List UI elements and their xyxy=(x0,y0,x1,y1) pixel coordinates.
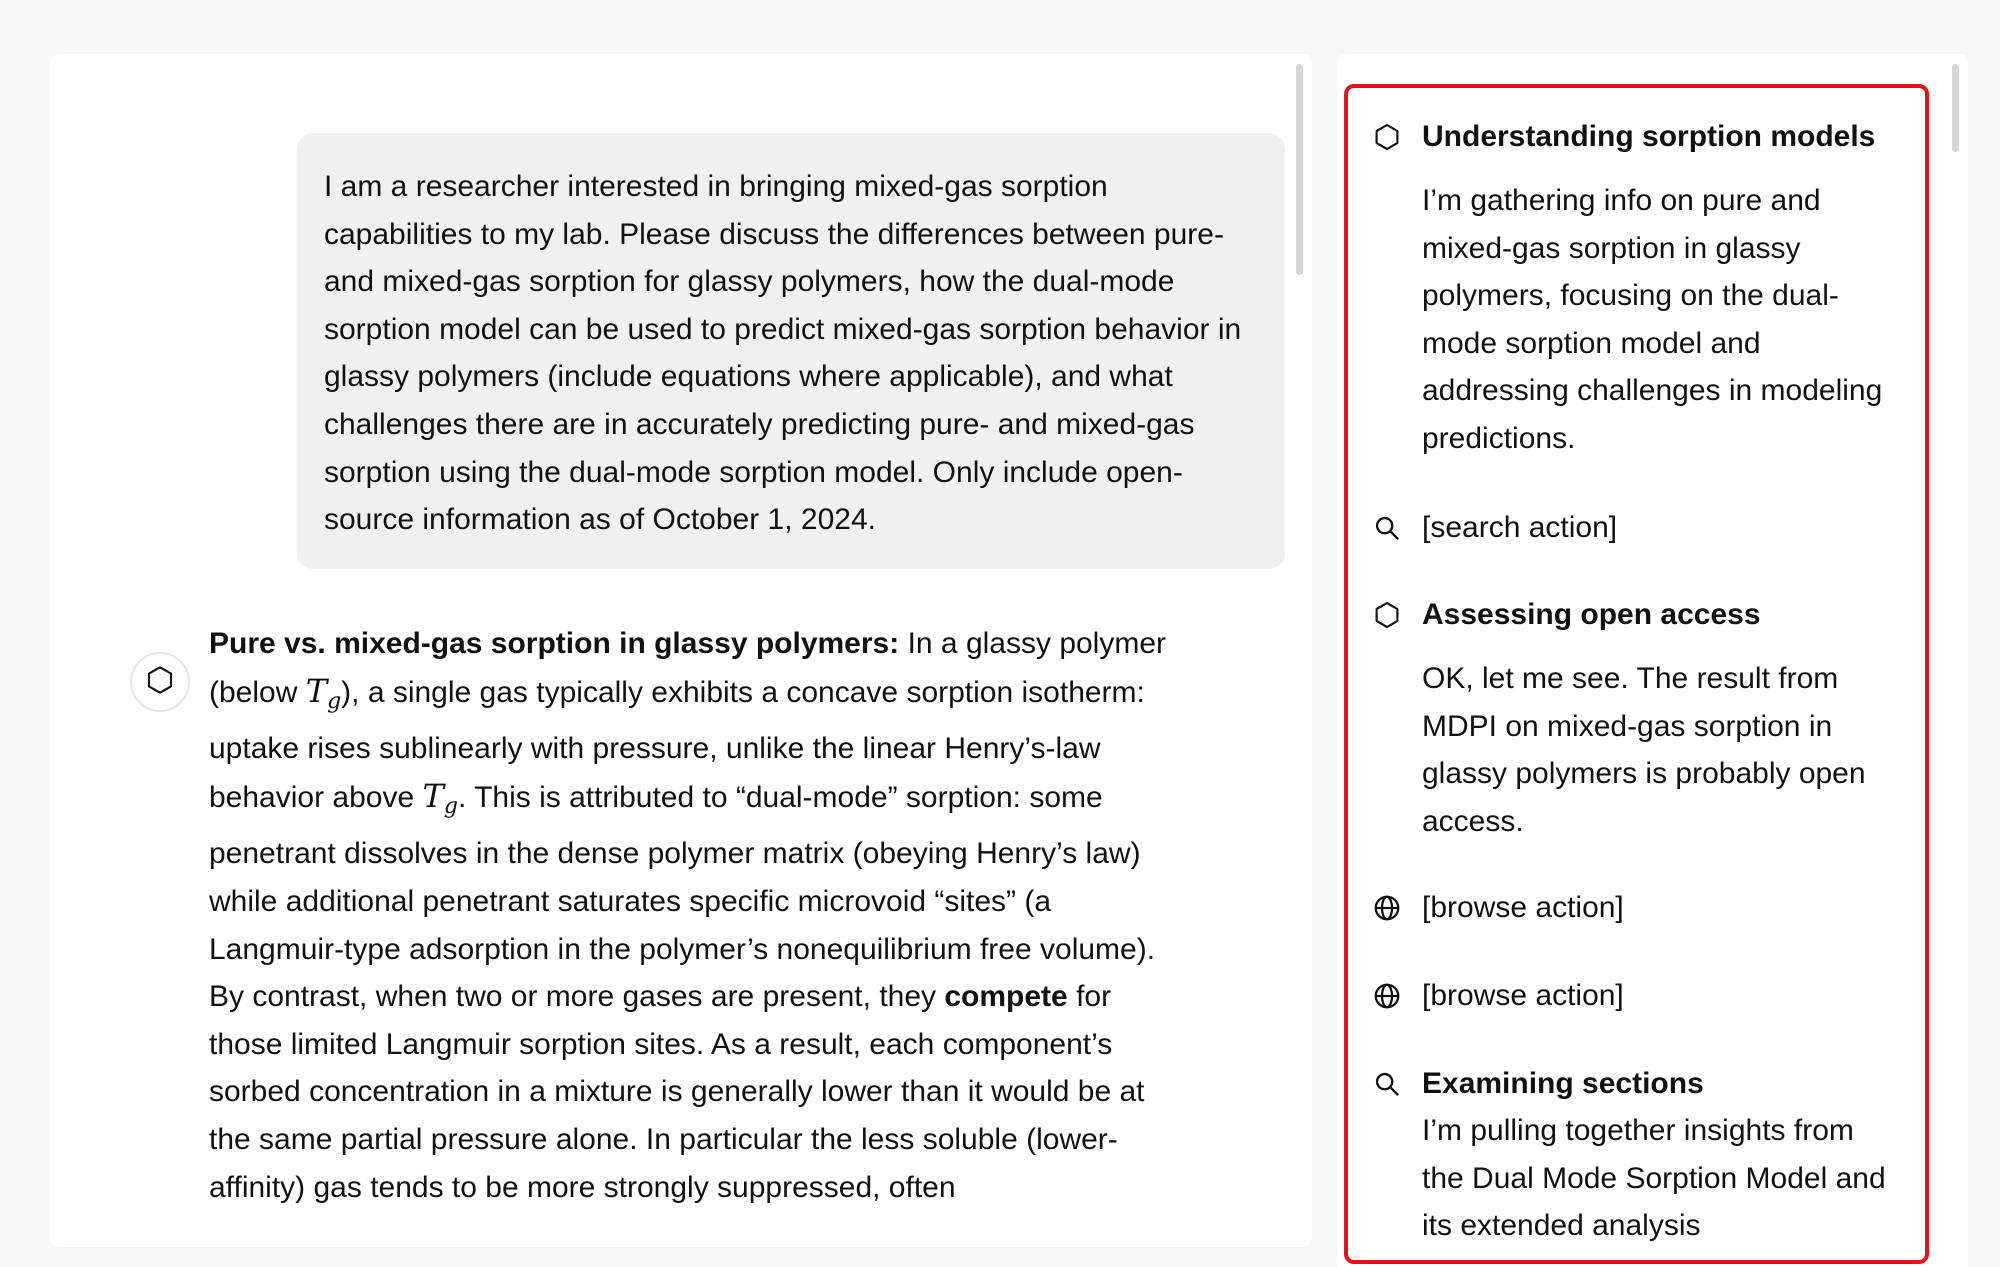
assistant-text-part-4: for those limited Langmuir sorption sites. As a result, each component’s sorbed concentration in a mixture is generally lower than it would be at the same partial pressure alone. In particular the less soluble (lower-affinity) gas tends to be more strongly suppressed, often xyxy=(209,980,1145,1204)
step-title: Examining sections xyxy=(1422,1067,1704,1100)
browse-action-label[interactable]: [browse action] xyxy=(1422,891,1624,924)
activity-step xyxy=(1370,598,1930,838)
openai-logo-icon xyxy=(1370,598,1404,632)
chat-panel[interactable] xyxy=(50,54,1312,1247)
assistant-text-part-2: ), a single gas typically exhibits a concave sorption isotherm: uptake rises sublinearly with pressure, unlike the linear Henry’s-law behavior above xyxy=(209,675,1145,814)
search-icon xyxy=(1370,511,1404,545)
activity-step[interactable] xyxy=(1370,979,1930,1015)
user-message-text: I am a researcher interested in bringing mixed-gas sorption capabilities to my lab. Please discuss the differences between pure- and mixed-gas sorption for glassy polymers, how the dual-mode sorption model can be used to predict mixed-gas sorption behavior in glassy polymers (include equations where applicable), and what challenges there are in accurately predicting pure- and mixed-gas sorption using the dual-mode sorption model. Only include open-source information as of October 1, 2024. xyxy=(324,170,1242,537)
assistant-lead-heading: Pure vs. mixed-gas sorption in glassy polymers: xyxy=(209,627,900,660)
tg-symbol: $T_g$ xyxy=(305,671,342,714)
browse-action-label[interactable]: [browse action] xyxy=(1422,979,1624,1012)
assistant-text-part-3: . This is attributed to “dual-mode” sorption: some penetrant dissolves in the dense polymer matrix (obeying Henry’s law) while additional penetrant saturates specific microvoid “sites” (a Langmuir-type adsorption in the polymer’s nonequilibrium free volume). By contrast, when two or more gases are present, they xyxy=(209,780,1156,1014)
compete-emphasis: compete xyxy=(944,980,1068,1014)
step-title: Understanding sorption models xyxy=(1422,120,1876,153)
assistant-avatar xyxy=(130,652,190,712)
step-title: Assessing open access xyxy=(1422,598,1761,631)
chat-scrollbar[interactable] xyxy=(1296,64,1303,275)
tg-symbol: $T_g$ xyxy=(422,776,458,819)
search-icon xyxy=(1370,1067,1404,1101)
globe-icon xyxy=(1370,979,1404,1013)
activity-step xyxy=(1370,1067,1930,1257)
assistant-text-part-1: In a glassy polymer (below xyxy=(209,627,1167,709)
search-action-label[interactable]: [search action] xyxy=(1422,511,1618,544)
step-body: I’m pulling together insights from the Dual Mode Sorption Model and its extended analysis xyxy=(1422,1114,1886,1243)
assistant-message xyxy=(209,620,1169,1211)
user-message-bubble xyxy=(297,133,1285,569)
openai-logo-icon xyxy=(143,663,177,702)
activity-step xyxy=(1370,120,1930,460)
activity-step[interactable] xyxy=(1370,511,1930,547)
globe-icon xyxy=(1370,891,1404,925)
openai-logo-icon xyxy=(1370,120,1404,154)
step-body: OK, let me see. The result from MDPI on mixed-gas sorption in glassy polymers is probably open access. xyxy=(1422,662,1866,838)
step-body: I’m gathering info on pure and mixed-gas sorption in glassy polymers, focusing on the dual-mode sorption model and addressing challenges in modeling predictions. xyxy=(1422,184,1883,455)
activity-step[interactable] xyxy=(1370,891,1930,927)
activity-scrollbar[interactable] xyxy=(1952,64,1959,152)
